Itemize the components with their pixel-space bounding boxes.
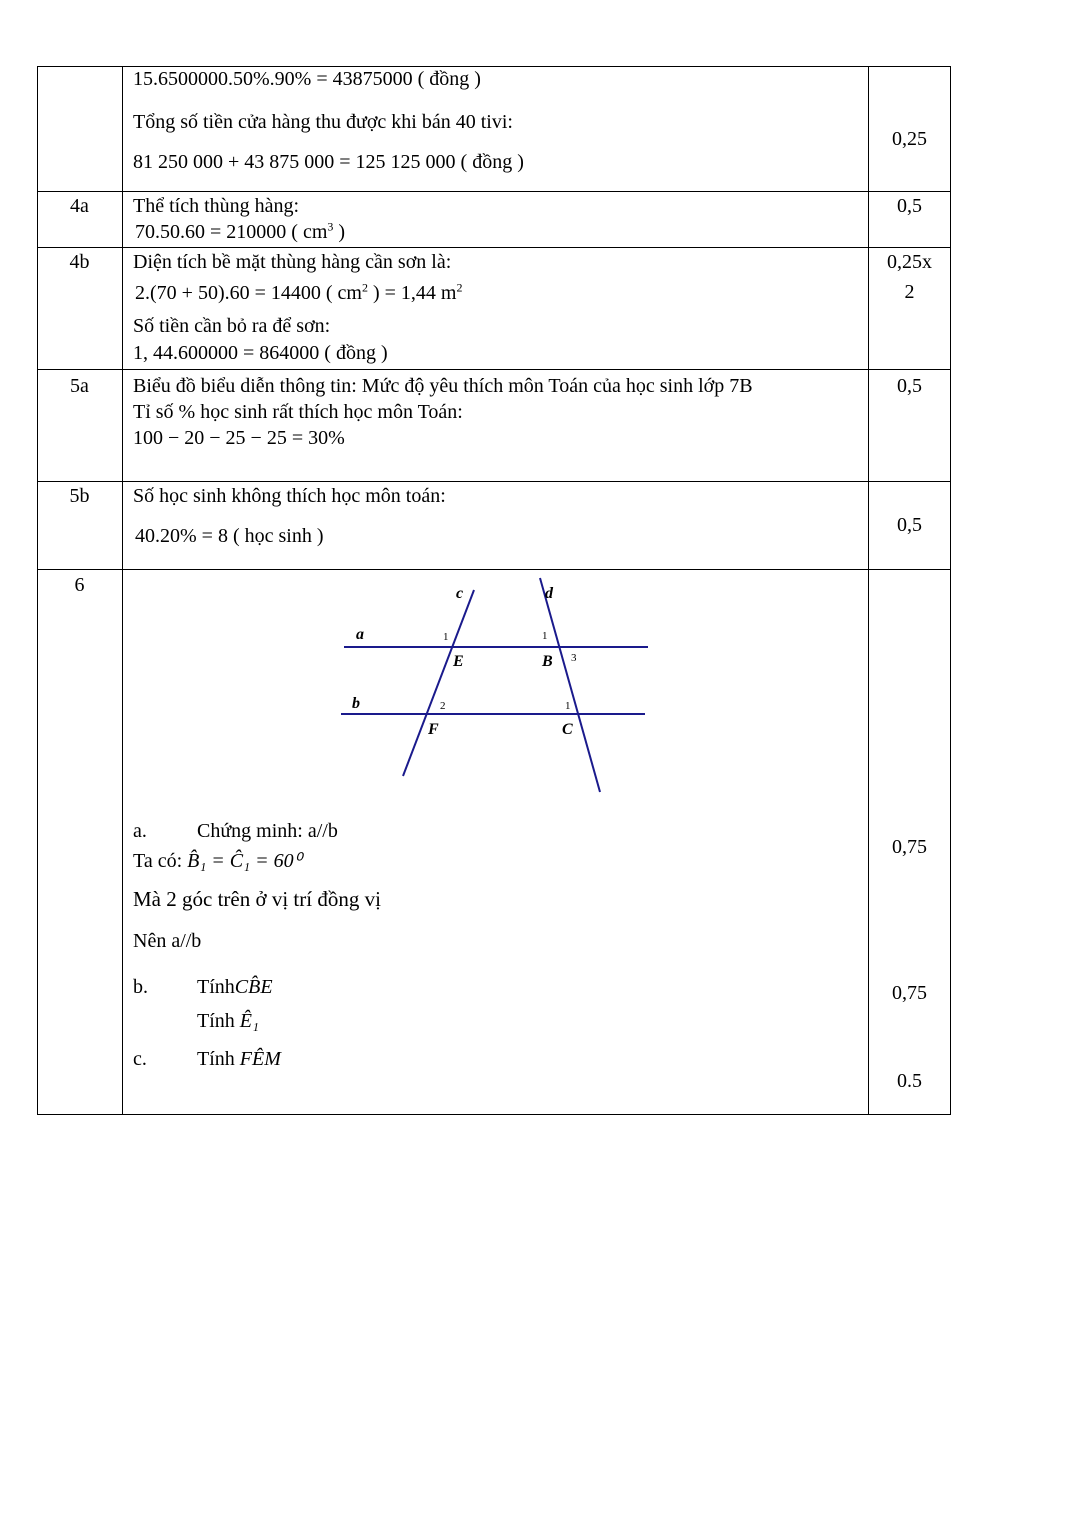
angle-F2: 2 xyxy=(440,700,446,712)
row5a-id: 5a xyxy=(70,375,89,397)
row0-line3: 81 250 000 + 43 875 000 = 125 125 000 ( đồng ) xyxy=(133,151,524,173)
row5a-line2: Tỉ số % học sinh rất thích học môn Toán: xyxy=(133,401,463,423)
part-a-score: 0,75 xyxy=(892,836,927,858)
part-b-score: 0,75 xyxy=(892,982,927,1004)
row4b-score-2: 2 xyxy=(904,281,915,303)
row4b-line4: 1, 44.600000 = 864000 ( đồng ) xyxy=(133,342,388,364)
row6-id: 6 xyxy=(74,574,85,596)
row4a-score: 0,5 xyxy=(897,195,922,217)
label-b: b xyxy=(352,695,360,712)
label-F: F xyxy=(428,721,439,738)
angle-C1: 1 xyxy=(565,700,571,712)
row4b-line2: 2.(70 + 50).60 = 14400 ( $cm^2$ ) = 1,44 $m^2$ xyxy=(135,280,463,304)
row5a-score: 0,5 xyxy=(897,375,922,397)
line-c xyxy=(403,590,474,776)
row0-line1: 15.6500000.50%.90% = 43875000 ( đồng ) xyxy=(133,68,481,90)
row4b-id: 4b xyxy=(69,251,90,273)
label-a: a xyxy=(356,626,364,643)
angle-B3: 3 xyxy=(571,652,577,664)
row0-line2: Tổng số tiền cửa hàng thu được khi bán 40 tivi: xyxy=(133,111,513,133)
part-b-line2: Tính Ê₁ xyxy=(197,1010,259,1032)
line-d xyxy=(540,578,600,792)
row4b-line1: Diện tích bề mặt thùng hàng cần sơn là: xyxy=(133,251,452,273)
row5b-id: 5b xyxy=(69,485,90,507)
angle-E1: 1 xyxy=(443,631,449,643)
part-b-label: b. xyxy=(133,976,148,998)
label-E: E xyxy=(453,653,464,670)
part-a-label: a. xyxy=(133,820,147,842)
row0-score: 0,25 xyxy=(892,128,927,150)
row5b-line2: 40.20% = 8 ( học sinh ) xyxy=(135,525,324,547)
part-a-line3: Nên a//b xyxy=(133,930,202,952)
row4b-line3: Số tiền cần bỏ ra để sơn: xyxy=(133,315,331,337)
part-a-line2: Mà 2 góc trên ở vị trí đồng vị xyxy=(133,887,381,911)
label-d: d xyxy=(545,585,553,602)
row5a-line3: 100 − 20 − 25 − 25 = 30% xyxy=(133,427,345,449)
part-a-title: Chứng minh: a//b xyxy=(197,820,338,842)
part-b-line1: TínhCB̂E xyxy=(197,976,273,998)
part-c-line: Tính FÊM xyxy=(197,1048,281,1070)
part-c-score: 0.5 xyxy=(897,1070,922,1092)
row4b-score-1: 0,25x xyxy=(887,251,932,273)
row5b-score: 0,5 xyxy=(897,514,922,536)
row4a-id: 4a xyxy=(70,195,89,217)
row4a-line2: 70.50.60 = 210000 ( $cm^3$ ) xyxy=(135,219,346,243)
part-c-label: c. xyxy=(133,1048,147,1070)
label-B: B xyxy=(542,653,553,670)
label-c: c xyxy=(456,585,464,602)
row5a-line1: Biểu đồ biểu diễn thông tin: Mức độ yêu thích môn Toán của học sinh lớp 7B xyxy=(133,375,753,397)
row5b-line1: Số học sinh không thích học môn toán: xyxy=(133,485,446,507)
row4a-line1: Thể tích thùng hàng: xyxy=(133,195,300,217)
part-a-line1: Ta có: B̂₁ = Ĉ₁ = 60⁰ xyxy=(133,850,302,872)
angle-B1: 1 xyxy=(542,630,548,642)
label-C: C xyxy=(562,721,573,738)
